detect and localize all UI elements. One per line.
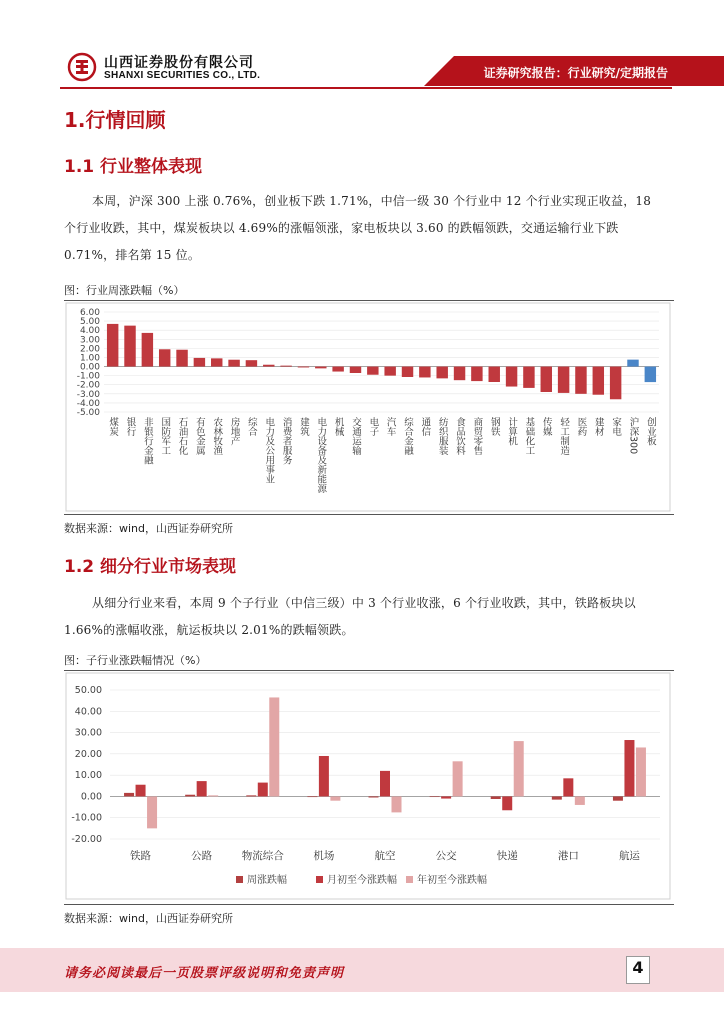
company-logo-icon <box>67 52 97 82</box>
bar <box>384 367 395 376</box>
x-tick-label: 交通运输 <box>349 417 361 455</box>
x-tick-label: 综合 <box>245 417 257 436</box>
y-tick-label: 5.00 <box>79 317 100 328</box>
header-divider <box>60 87 672 89</box>
chart-frame <box>66 673 670 899</box>
bar <box>197 781 207 796</box>
bar <box>176 350 187 367</box>
bar <box>263 365 274 367</box>
x-tick-label: 铁路 <box>130 850 152 862</box>
x-tick-label: 通信 <box>419 417 431 436</box>
x-tick-label: 纺织服装 <box>436 417 448 455</box>
bar <box>211 358 222 366</box>
x-tick-label: 汽车 <box>384 417 396 436</box>
x-tick-label: 有色金属 <box>193 417 205 455</box>
bar <box>610 367 621 400</box>
x-tick-label: 机械 <box>332 417 344 436</box>
industry-weekly-chart <box>64 302 672 512</box>
x-tick-label: 钢铁 <box>488 417 500 436</box>
footer-disclaimer: 请务必阅读最后一页股票评级说明和免责声明 <box>64 966 345 981</box>
bar <box>258 783 268 797</box>
bar <box>624 740 634 796</box>
section-title-1-1: 1.1 行业整体表现 <box>64 157 203 177</box>
x-tick-label: 快递 <box>496 850 518 862</box>
x-tick-label: 商贸零售 <box>471 417 483 455</box>
sub-industry-chart <box>64 672 672 902</box>
bar <box>380 771 390 797</box>
bar <box>269 697 279 796</box>
legend-swatch <box>236 876 243 883</box>
legend-swatch <box>316 876 323 883</box>
x-tick-label: 公交 <box>435 850 457 862</box>
page-number: 4 <box>632 958 644 977</box>
figure-top-rule <box>64 670 674 671</box>
x-tick-label: 航运 <box>618 850 640 862</box>
bar <box>523 367 534 388</box>
bar <box>307 796 317 797</box>
x-tick-label: 家电 <box>610 417 622 436</box>
x-tick-label: 物流综合 <box>241 850 284 862</box>
figure-bottom-rule <box>64 514 674 515</box>
bar <box>552 796 562 799</box>
x-tick-label: 建筑 <box>297 417 309 436</box>
x-tick-label: 公路 <box>191 850 213 862</box>
y-tick-label: -4.00 <box>76 398 100 409</box>
bar <box>392 796 402 812</box>
x-tick-label: 创业板 <box>644 417 656 446</box>
bar <box>350 367 361 373</box>
bar <box>124 793 134 797</box>
y-tick-label: -3.00 <box>76 389 100 400</box>
bar <box>558 367 569 393</box>
bar <box>645 367 656 383</box>
x-tick-label: 传媒 <box>540 417 552 436</box>
y-tick-label: -5.00 <box>76 408 100 418</box>
y-tick-label: 4.00 <box>79 326 100 337</box>
bar <box>330 796 340 800</box>
bar <box>147 796 157 828</box>
bar <box>107 324 118 367</box>
legend-label: 月初至今涨跌幅 <box>327 875 397 886</box>
x-tick-label: 银行 <box>124 417 136 436</box>
x-tick-label: 农林牧渔 <box>211 417 223 455</box>
bar <box>454 367 465 381</box>
bar <box>636 747 646 796</box>
x-tick-label: 计算机 <box>506 417 518 446</box>
figure-bottom-rule <box>64 904 674 905</box>
legend-label: 年初至今涨跌幅 <box>417 875 487 886</box>
x-tick-label: 国防军工 <box>159 417 171 455</box>
bar <box>453 761 463 796</box>
bar <box>246 795 256 796</box>
x-tick-label: 消费者服务 <box>280 417 292 465</box>
company-name-en: SHANXI SECURITIES CO., LTD. <box>104 70 261 81</box>
x-tick-label: 食品饮料 <box>454 417 466 455</box>
bar <box>315 367 326 369</box>
y-tick-label: 50.00 <box>74 685 102 696</box>
bar <box>194 358 205 367</box>
bar <box>627 360 638 367</box>
x-tick-label: 煤炭 <box>107 417 119 436</box>
bar <box>369 796 379 797</box>
bar <box>506 367 517 387</box>
x-tick-label: 电力设备及新能源 <box>315 417 327 493</box>
y-tick-label: 1.00 <box>79 353 100 364</box>
bar <box>246 360 257 366</box>
x-tick-label: 电子 <box>367 417 379 436</box>
figure-source-1: 数据来源：wind，山西证券研究所 <box>64 522 234 535</box>
bar <box>402 367 413 377</box>
y-tick-label: 20.00 <box>74 748 102 760</box>
y-tick-label: 40.00 <box>74 706 102 718</box>
bar <box>593 367 604 395</box>
bar <box>208 795 218 796</box>
bar <box>319 756 329 796</box>
x-tick-label: 基础化工 <box>523 417 535 455</box>
y-tick-label: 6.00 <box>79 308 100 318</box>
figure-title-2: 图：子行业涨跌幅情况（%） <box>64 654 207 667</box>
company-name-cn: 山西证券股份有限公司 <box>104 55 254 71</box>
chart-frame <box>66 303 670 511</box>
bar <box>298 367 309 368</box>
x-tick-label: 综合金融 <box>402 417 414 455</box>
bar <box>332 367 343 372</box>
y-tick-label: 3.00 <box>79 335 100 346</box>
x-tick-label: 轻工制造 <box>558 417 570 455</box>
legend-swatch <box>406 876 413 883</box>
x-tick-label: 电力及公用事业 <box>263 417 275 484</box>
bar <box>502 796 512 810</box>
bar <box>541 367 552 392</box>
bar <box>491 796 501 799</box>
section-title-1-2: 1.2 细分行业市场表现 <box>64 557 237 577</box>
bar <box>228 360 239 367</box>
x-tick-label: 非银行金融 <box>141 417 153 465</box>
bar <box>575 367 586 394</box>
bar <box>124 326 135 367</box>
figure-top-rule <box>64 300 674 301</box>
y-tick-label: 10.00 <box>74 770 102 782</box>
report-header <box>0 0 724 92</box>
bar <box>280 366 291 367</box>
bar <box>430 796 440 797</box>
bar <box>575 796 585 805</box>
figure-title-1: 图：行业周涨跌幅（%） <box>64 284 185 297</box>
y-tick-label: 30.00 <box>74 727 102 739</box>
y-tick-label: -10.00 <box>71 812 102 824</box>
bar <box>613 796 623 800</box>
y-tick-label: 2.00 <box>79 344 100 355</box>
bar <box>136 785 146 797</box>
figure-source-2: 数据来源：wind，山西证券研究所 <box>64 912 234 925</box>
bar <box>471 367 482 382</box>
x-tick-label: 沪深300 <box>627 417 639 455</box>
y-tick-label: -20.00 <box>71 834 102 845</box>
y-tick-label: 0.00 <box>80 791 102 803</box>
y-tick-label: 0.00 <box>79 362 100 373</box>
x-tick-label: 建材 <box>592 417 604 436</box>
x-tick-label: 机场 <box>313 850 335 862</box>
bar <box>563 778 573 796</box>
bar <box>142 333 153 367</box>
x-tick-label: 港口 <box>557 850 579 862</box>
x-tick-label: 石油石化 <box>176 417 188 455</box>
bar <box>514 741 524 796</box>
x-tick-label: 房地产 <box>228 417 240 446</box>
paragraph-1-1: 本周，沪深 300 上涨 0.76%，创业板下跌 1.71%，中信一级 30 个行业中 12 个行业实现正收益，18 个行业收跌，其中，煤炭板块以 4.69%的涨幅领涨，家电板块以 3.60 的跌幅领跌，交通运输行业下跌 0.71%，排名第 15 位。 <box>64 194 652 262</box>
bar <box>419 367 430 378</box>
section-title-1: 1.行情回顾 <box>64 108 166 132</box>
y-tick-label: -1.00 <box>76 371 100 382</box>
bar <box>441 796 451 798</box>
bar <box>436 367 447 379</box>
y-tick-label: -2.00 <box>76 380 100 391</box>
bar <box>489 367 500 382</box>
bar <box>159 349 170 366</box>
report-type: 证券研究报告：行业研究/定期报告 <box>483 66 668 80</box>
bar <box>367 367 378 375</box>
x-tick-label: 航空 <box>374 850 396 862</box>
paragraph-1-2: 从细分行业来看，本周 9 个子行业（中信三级）中 3 个行业收涨，6 个行业收跌，其中，铁路板块以 1.66%的涨幅收涨，航运板块以 2.01%的跌幅领跌。 <box>64 596 636 637</box>
bar <box>185 795 195 797</box>
x-tick-label: 医药 <box>575 417 587 436</box>
legend-label: 周涨跌幅 <box>247 875 287 886</box>
